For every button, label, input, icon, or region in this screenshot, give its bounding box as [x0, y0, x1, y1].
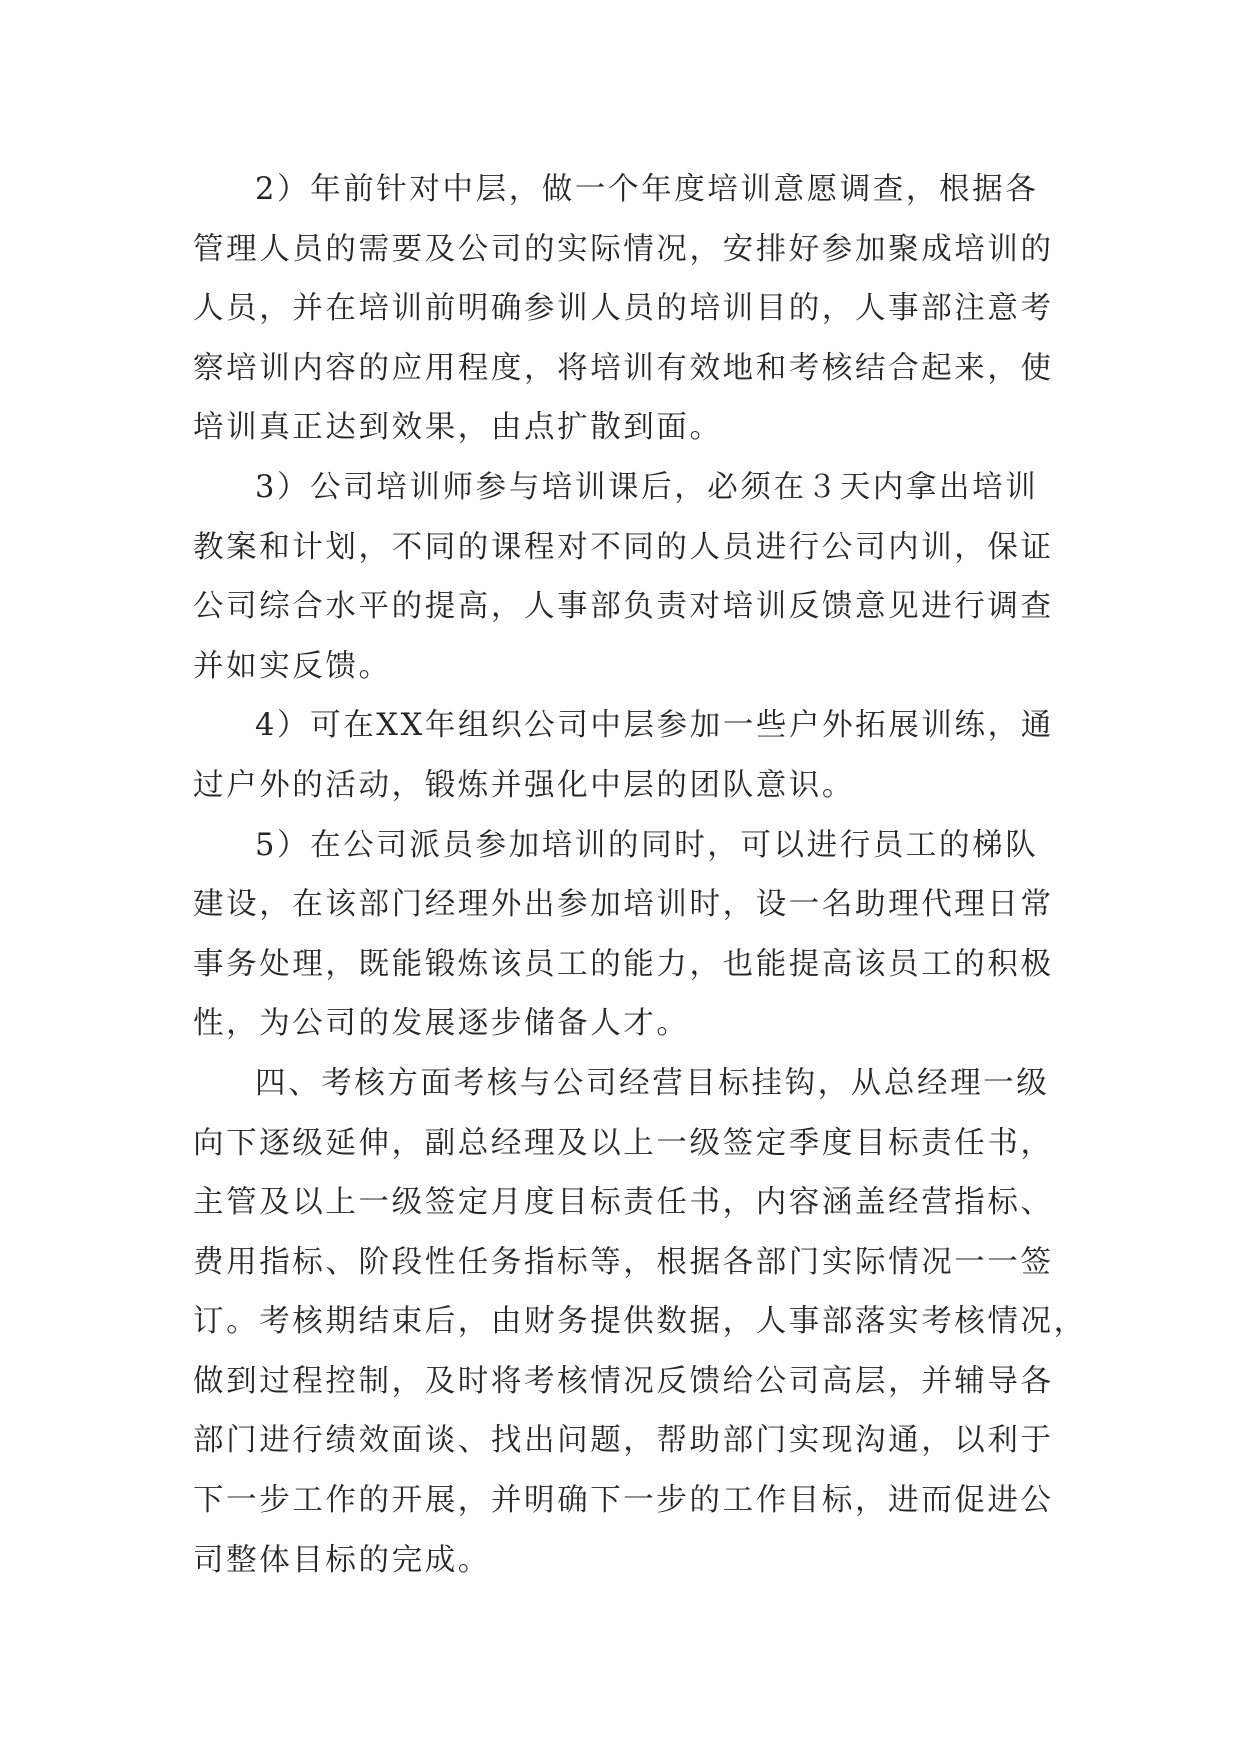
text-line: 教案和计划，不同的课程对不同的人员进行公司内训，保证 — [193, 529, 1054, 565]
text-line: 3）公司培训师参与培训课后，必须在３天内拿出培训 — [255, 469, 1039, 505]
text-line: 事务处理，既能锻炼该员工的能力，也能提高该员工的积极 — [193, 946, 1054, 982]
paragraph-internal-trainer — [193, 458, 1053, 696]
text-line: 订。考核期结束后，由财务提供数据，人事部落实考核情况， — [193, 1304, 1087, 1340]
text-line: 4）可在XX年组织公司中层参加一些户外拓展训练，通 — [255, 708, 1054, 744]
paragraph-training-survey — [193, 160, 1053, 458]
text-line: 2）年前针对中层，做一个年度培训意愿调查，根据各 — [255, 172, 1039, 207]
document-body — [193, 160, 1087, 1590]
text-line: 察培训内容的应用程度，将培训有效地和考核结合起来，使 — [193, 350, 1054, 386]
paragraph-outdoor-training — [193, 696, 1053, 815]
text-line: 司整体目标的完成。 — [193, 1542, 491, 1578]
text-line: 四、考核方面考核与公司经营目标挂钩，从总经理一级 — [255, 1065, 1050, 1101]
text-line: 5）在公司派员参加培训的同时，可以进行员工的梯队 — [255, 827, 1039, 863]
text-line: 向下逐级延伸，副总经理及以上一级签定季度目标责任书， — [193, 1125, 1054, 1161]
text-line: 主管及以上一级签定月度目标责任书，内容涵盖经营指标、 — [193, 1185, 1054, 1221]
text-line: 费用指标、阶段性任务指标等，根据各部门实际情况一一签 — [193, 1244, 1054, 1280]
paragraph-assessment — [193, 1054, 1087, 1590]
text-line: 部门进行绩效面谈、找出问题，帮助部门实现沟通，以利于 — [193, 1423, 1054, 1459]
text-line: 性，为公司的发展逐步储备人才。 — [193, 1006, 690, 1042]
text-line: 做到过程控制，及时将考核情况反馈给公司高层，并辅导各 — [193, 1363, 1054, 1399]
text-line: 过户外的活动，锻炼并强化中层的团队意识。 — [193, 767, 855, 803]
text-line: 并如实反馈。 — [193, 648, 392, 684]
text-line: 人员，并在培训前明确参训人员的培训目的，人事部注意考 — [193, 291, 1054, 327]
text-line: 培训真正达到效果，由点扩散到面。 — [193, 410, 723, 446]
text-line: 建设，在该部门经理外出参加培训时，设一名助理代理日常 — [193, 887, 1054, 923]
paragraph-succession-building — [193, 816, 1053, 1054]
text-line: 公司综合水平的提高，人事部负责对培训反馈意见进行调查 — [193, 589, 1054, 625]
text-line: 下一步工作的开展，并明确下一步的工作目标，进而促进公 — [193, 1483, 1054, 1519]
text-line: 管理人员的需要及公司的实际情况，安排好参加聚成培训的 — [193, 231, 1054, 267]
